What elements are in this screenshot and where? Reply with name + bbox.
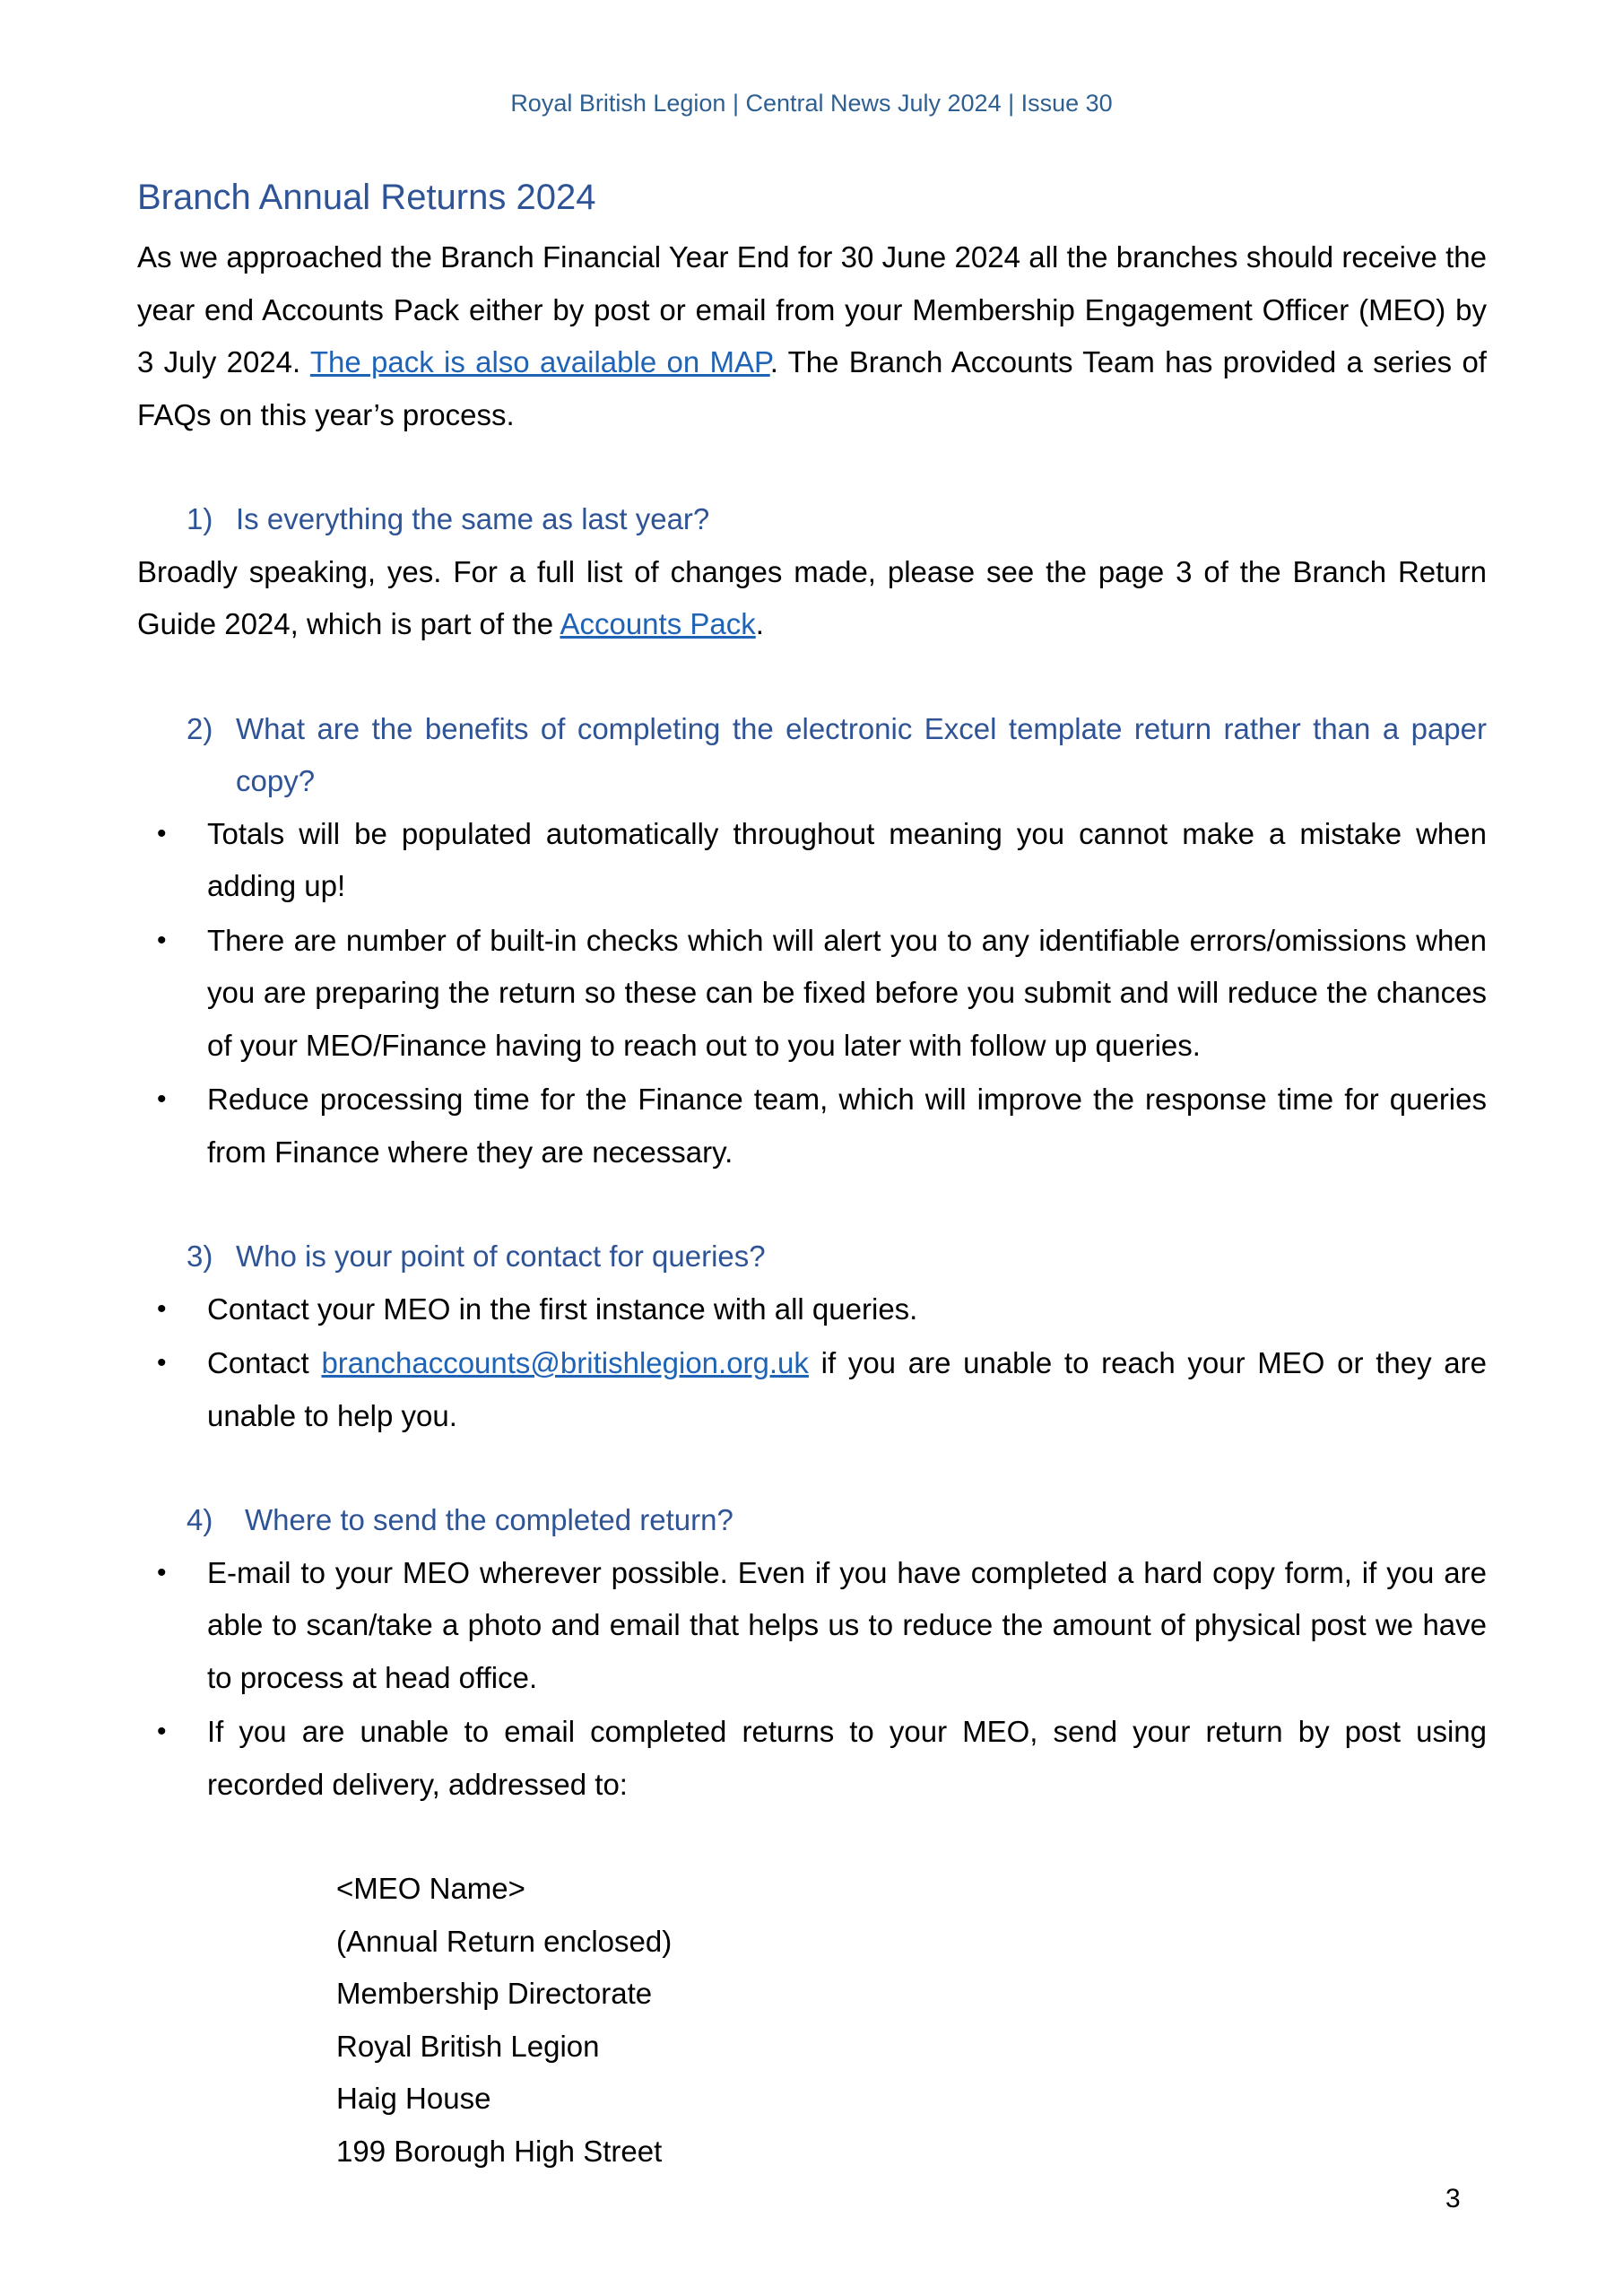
- faq-2-question-text: What are the benefits of completing the electronic Excel template return rather than a paper copy?: [236, 711, 1487, 797]
- list-item-text: If you are unable to email completed returns to your MEO, send your return by post using recorded delivery, addressed to:: [207, 1715, 1487, 1801]
- faq-4-question: [137, 1494, 1487, 1547]
- list-item: [137, 1337, 1487, 1442]
- postal-address: [137, 1863, 1487, 2178]
- list-item-text: Totals will be populated automatically throughout meaning you cannot make a mistake when adding up!: [207, 816, 1487, 902]
- bullet-icon: •: [157, 1084, 167, 1114]
- list-item-text: E-mail to your MEO wherever possible. Even if you have completed a hard copy form, if you are able to scan/take a photo and email that helps us to reduce the amount of physical post we have to process at head office.: [207, 1555, 1487, 1694]
- faq-4-number: 4): [187, 1503, 213, 1536]
- faq-3-bullet-list: [137, 1283, 1487, 1443]
- map-pack-link[interactable]: The pack is also available on MAP: [309, 345, 770, 378]
- faq-1: [137, 493, 1487, 651]
- bullet-icon: •: [157, 1348, 167, 1378]
- bullet-icon: •: [157, 1717, 167, 1746]
- faq-3: [137, 1231, 1487, 1442]
- address-line: Membership Directorate: [336, 1977, 653, 2010]
- list-item: [137, 808, 1487, 913]
- bullet-icon: •: [157, 925, 167, 955]
- list-item: [137, 915, 1487, 1073]
- faq-2-question: [137, 703, 1487, 808]
- list-item-text-2: if you are unable to reach your MEO or they are unable to help you.: [207, 1346, 1487, 1432]
- article: [137, 172, 1487, 2178]
- list-item: [137, 1074, 1487, 1178]
- bullet-icon: •: [157, 1557, 167, 1587]
- list-item: [137, 1706, 1487, 1811]
- faq-2-bullet-list: [137, 808, 1487, 1179]
- faq-3-question: [137, 1231, 1487, 1283]
- bullet-icon: •: [157, 818, 167, 848]
- faq-2: [137, 703, 1487, 1179]
- faq-1-number: 1): [187, 502, 213, 535]
- article-title: Branch Annual Returns 2024: [137, 178, 596, 217]
- faq-1-question-text: Is everything the same as last year?: [236, 502, 710, 535]
- address-line: (Annual Return enclosed): [336, 1924, 673, 1958]
- list-item: [137, 1547, 1487, 1705]
- list-item-text: There are number of built-in checks which will alert you to any identifiable errors/omissions when you are preparing the return so these can be fixed before you submit and will reduce the chances of your MEO/Finance having to reach out to you later with follow up queries.: [207, 923, 1487, 1062]
- faq-4: [137, 1494, 1487, 2178]
- bullet-icon: •: [157, 1293, 167, 1324]
- faq-4-question-text: Where to send the completed return?: [245, 1503, 733, 1536]
- address-line: 199 Borough High Street: [336, 2134, 663, 2168]
- intro-text-2: . The Branch Accounts Team has provided a series of FAQs on this year’s process.: [137, 345, 1487, 431]
- address-line: <MEO Name>: [336, 1872, 525, 1905]
- intro-paragraph: [137, 231, 1487, 441]
- faq-1-question: [137, 493, 1487, 546]
- faq-1-answer-text-2: .: [755, 607, 764, 640]
- list-item: [137, 1283, 1487, 1336]
- address-line: Haig House: [336, 2082, 491, 2115]
- faq-2-number: 2): [187, 711, 213, 745]
- address-line: Royal British Legion: [336, 2029, 600, 2063]
- page-header: Royal British Legion | Central News July 2024 | Issue 30: [510, 90, 1113, 117]
- list-item-text: Contact your MEO in the first instance with all queries.: [207, 1292, 918, 1326]
- intro-text-1: As we approached the Branch Financial Year End for 30 June 2024 all the branches should receive the year end Accounts Pack either by post or email from your Membership Engagement Officer (MEO) by 3 July 2024.: [137, 240, 1487, 378]
- faq-4-bullet-list: [137, 1547, 1487, 1812]
- faq-3-question-text: Who is your point of contact for queries?: [236, 1239, 766, 1273]
- page-number: 3: [1445, 2184, 1461, 2213]
- faq-1-answer-text-1: Broadly speaking, yes. For a full list of changes made, please see the page 3 of the Branch Return Guide 2024, which is part of the: [137, 554, 1487, 640]
- list-item-text-1: Contact: [207, 1346, 322, 1379]
- faq-3-number: 3): [187, 1239, 213, 1273]
- faq-1-answer: [137, 546, 1487, 651]
- list-item-text: Reduce processing time for the Finance team, which will improve the response time for queries from Finance where they are necessary.: [207, 1083, 1487, 1169]
- branch-accounts-email-link[interactable]: branchaccounts@britishlegion.org.uk: [321, 1346, 809, 1379]
- accounts-pack-link[interactable]: Accounts Pack: [560, 607, 756, 640]
